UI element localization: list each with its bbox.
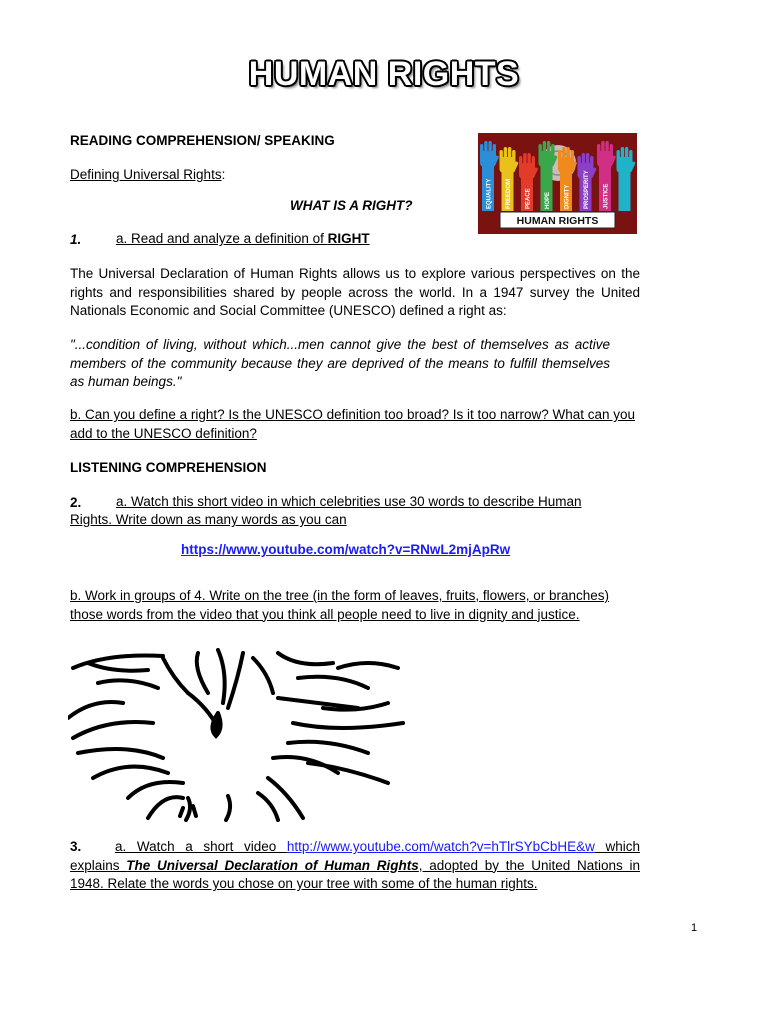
human-rights-banner-image [478,133,637,234]
banner-caption: HUMAN RIGHTS [516,215,599,227]
video-link-celebrities[interactable]: https://www.youtube.com/watch?v=RNwL2mjApRw [181,542,511,557]
banner-word: PEACE [525,188,532,209]
subheading [70,167,225,182]
section-heading-listening: LISTENING COMPREHENSION [70,460,267,475]
banner-word: EQUALITY [486,178,493,209]
page-number: 1 [691,922,698,934]
hands-illustration [478,133,637,234]
tree-drawing [68,648,418,823]
banner-word: JUSTICE [603,183,610,209]
paragraph-udhr: The Universal Declaration of Human Rights allows us to explore various perspectives on the rights and responsibilities shared by people across the world. In a 1947 survey the United Nationals Economic and Social Committee (UNESCO) defined a right as: [70,266,640,318]
section-heading-reading: READING COMPREHENSION/ SPEAKING [70,133,335,148]
banner-word: PROSPERITY [584,170,590,209]
item1a-text: a. Read and analyze a definition of [116,231,328,246]
item1a-keyword: RIGHT [327,231,370,246]
unesco-quote: "...condition of living, without which...men cannot give the best of themselves as active members of the community because they are deprived of the means to fulfill themselves as human beings." [70,337,610,389]
subheading-colon: : [221,167,226,182]
banner-word: HOPE [545,191,551,209]
item3-prefix: a. Watch a short video [115,839,287,854]
item2b-instruction: b. Work in groups of 4. Write on the tree (in the form of leaves, fruits, flowers, or branches) those words from the video that you think all people need to live in dignity and justice. [70,588,609,622]
banner-word: FREEDOM [506,179,512,209]
item3-udhr-title: The Universal Declaration of Human Rights [126,857,419,873]
subheading-text: Defining Universal Rights [70,167,222,182]
video-link-udhr[interactable]: http://www.youtube.com/watch?v=hTlrSYbCbHE&w [286,839,595,854]
item2-number: 2. [70,495,82,510]
tree-branches-icon [68,648,418,823]
question-what-is-a-right: WHAT IS A RIGHT? [290,198,413,213]
item3-rest: , adopted by the United Nations in 1948. Relate the words you chose on your tree with some of the human rights. [70,857,640,891]
item3-after-link: which explains [70,839,640,873]
item3-instruction [70,838,640,894]
item1a-instruction [116,231,370,246]
item2a-line2: Rights. Write down as many words as you can [70,512,347,527]
page-title: HUMAN RIGHTS [248,55,520,93]
item1b-question: b. Can you define a right? Is the UNESCO definition too broad? Is it too narrow? What can you add to the UNESCO definition? [70,407,636,441]
item1-number: 1. [70,232,82,247]
banner-word: DIGNITY [564,184,571,209]
item3-number: 3. [70,839,82,854]
item2a-line1: a. Watch this short video in which celebrities use 30 words to describe Human [116,494,582,509]
